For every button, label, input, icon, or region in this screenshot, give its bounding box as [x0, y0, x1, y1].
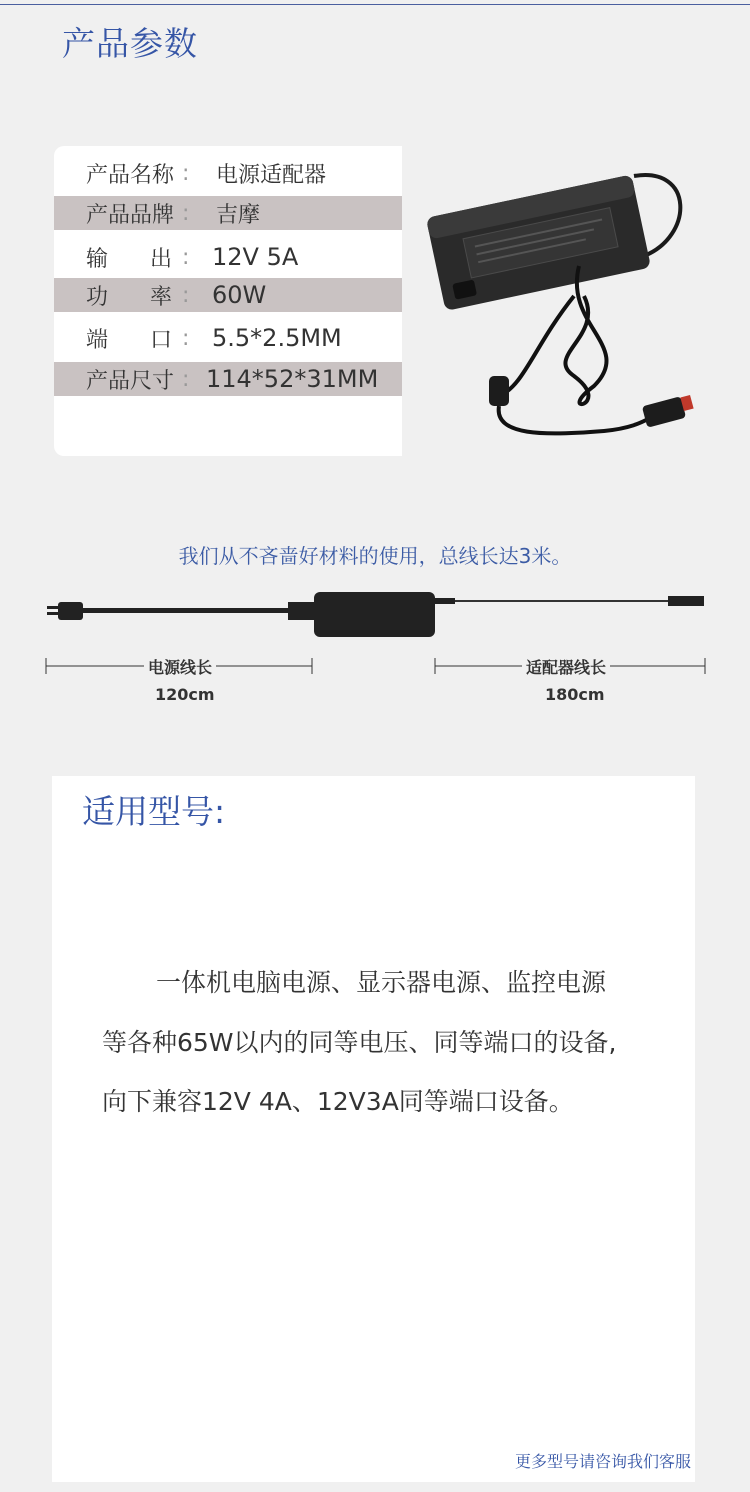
spec-label: 产品尺寸 [86, 368, 175, 394]
spec-table [54, 146, 402, 456]
cable-caption: 我们从不吝啬好材料的使用，总线长达3米。 [178, 544, 572, 568]
spec-value: 60W [212, 281, 267, 309]
spec-label: 产品名称 [86, 162, 175, 188]
spec-sep: : [182, 160, 190, 186]
power-cord-length: 120cm [155, 685, 215, 704]
models-title: 适用型号: [82, 792, 226, 831]
spec-sep: : [182, 244, 190, 270]
models-line: 向下兼容12V 4A、12V3A同等端口设备。 [102, 1087, 574, 1116]
spec-value: 吉摩 [216, 202, 261, 228]
spec-value: 5.5*2.5MM [212, 324, 342, 352]
adapter-cord-length: 180cm [545, 685, 605, 704]
spec-value: 电源适配器 [216, 162, 327, 188]
section-title-product-params: 产品参数 [62, 24, 198, 63]
spec-label: 产品品牌 [86, 202, 175, 228]
spec-label: 功 率 [86, 284, 172, 310]
spec-row-brand [54, 196, 402, 230]
cable-length-diagram [0, 580, 750, 720]
spec-row-name [54, 156, 402, 190]
spec-row-power [54, 278, 402, 312]
models-line: 等各种65W以内的同等电压、同等端口的设备, [102, 1028, 617, 1057]
spec-sep: : [182, 366, 190, 392]
spec-sep: : [182, 325, 190, 351]
spec-value: 114*52*31MM [206, 365, 379, 393]
adapter-cord-label: 适配器线长 [522, 655, 610, 678]
compatible-models-card [52, 776, 695, 1482]
power-cord-label: 电源线长 [144, 655, 216, 678]
spec-sep: : [182, 282, 190, 308]
spec-sep: : [182, 200, 190, 226]
models-line: 一体机电脑电源、显示器电源、监控电源 [156, 968, 607, 997]
spec-row-size [54, 362, 402, 396]
spec-value: 12V 5A [212, 243, 299, 271]
spec-label: 输 出 [86, 246, 172, 272]
adapter-product-image [404, 146, 704, 476]
spec-row-port [54, 321, 402, 355]
spec-label: 端 口 [86, 327, 172, 353]
top-divider [0, 4, 750, 5]
spec-row-output [54, 240, 402, 274]
customer-service-note[interactable]: 更多型号请咨询我们客服 [514, 1452, 691, 1471]
